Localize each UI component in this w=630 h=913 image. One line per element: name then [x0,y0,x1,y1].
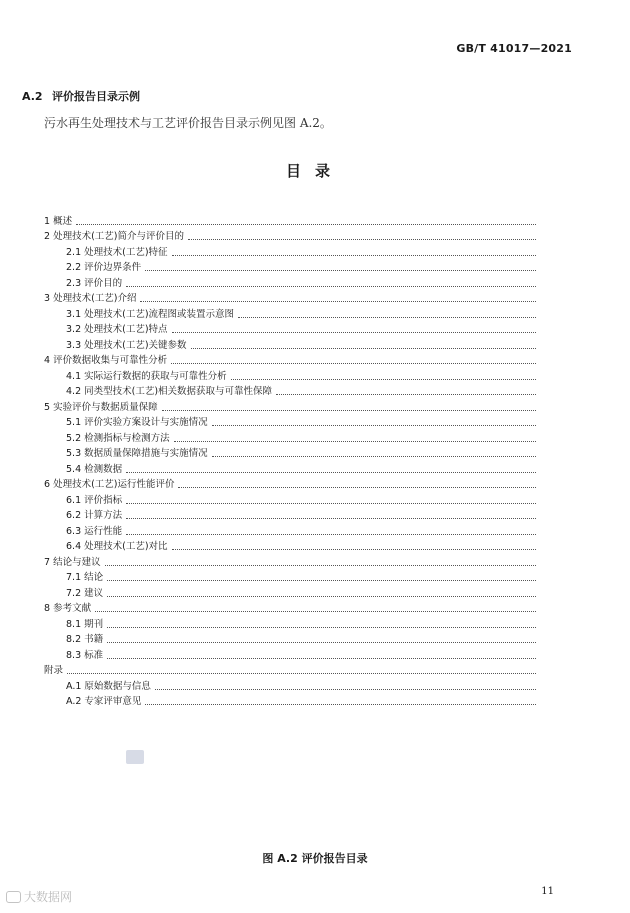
figure-caption: 图 A.2 评价报告目录 [262,852,368,865]
toc-entry [44,289,536,305]
toc-leader-dots [105,564,536,566]
toc-entry-label: 8 参考文献 [44,603,92,614]
toc-entry [44,645,536,661]
toc-entry-label: 2.3 评价目的 [66,277,123,289]
toc-entry [44,692,536,708]
toc-leader-dots [276,393,536,395]
toc-entry [44,583,536,599]
toc-entry [44,568,536,584]
toc-entry-label: 8.3 标准 [66,649,104,661]
toc-entry-label: 4.1 实际运行数据的获取与可靠性分析 [66,370,227,382]
toc-leader-dots [178,486,536,488]
toc-entry [44,444,536,460]
toc-leader-dots [188,238,536,240]
toc-entry-label: 3 处理技术(工艺)介绍 [44,293,137,304]
toc-entry-label: A.1 原始数据与信息 [66,680,151,692]
toc-entry [44,304,536,320]
toc-entry [44,211,536,227]
toc-title: 目录 [285,162,344,180]
toc-leader-dots [76,223,536,225]
standard-number: GB/T 41017—2021 [456,42,572,55]
toc-entry [44,552,536,568]
toc-entry [44,227,536,243]
toc-leader-dots [126,471,536,473]
toc-entry-label: A.2 专家评审意见 [66,696,142,707]
toc-leader-dots [145,703,536,705]
toc-entry-label: 8.2 书籍 [66,634,104,645]
toc-leader-dots [172,254,536,256]
toc-entry-label: 3.3 处理技术(工艺)关键参数 [66,339,187,351]
toc-leader-dots [212,455,536,457]
toc-entry-label: 5.4 检测数据 [66,463,123,475]
toc-entry [44,366,536,382]
toc-leader-dots [126,533,536,535]
toc-entry-label: 6.2 计算方法 [66,510,123,521]
toc-leader-dots [231,378,536,380]
toc-leader-dots [174,440,536,442]
toc-leader-dots [107,595,536,597]
toc-entry [44,521,536,537]
toc-entry-label: 5 实验评价与数据质量保障 [44,401,158,413]
watermark-text: 大数据网 [24,890,73,904]
toc-entry-label: 4 评价数据收集与可靠性分析 [44,355,168,366]
watermark-logo-icon [126,750,144,764]
page-number: 11 [541,886,554,897]
section-title: 评价报告目录示例 [52,90,140,103]
toc-entry [44,599,536,615]
toc-entry-label: 8.1 期刊 [66,618,104,630]
toc-entry-label: 7 结论与建议 [44,556,101,568]
toc-leader-dots [171,362,536,364]
toc-entry-label: 7.1 结论 [66,572,104,583]
toc-leader-dots [238,316,536,318]
toc-entry [44,382,536,398]
toc-entry [44,320,536,336]
toc-entry-label: 2.2 评价边界条件 [66,262,142,273]
camera-icon [6,891,21,903]
toc-entry [44,614,536,630]
toc-leader-dots [212,424,536,426]
intro-paragraph: 污水再生处理技术与工艺评价报告目录示例见图 A.2。 [44,116,332,130]
toc-entry [44,428,536,444]
toc-leader-dots [172,548,536,550]
toc-entry [44,490,536,506]
toc-entry-label: 3.2 处理技术(工艺)特点 [66,324,168,335]
toc-leader-dots [172,331,536,333]
table-of-contents [44,211,536,707]
toc-entry [44,459,536,475]
toc-entry-label: 6.3 运行性能 [66,525,123,537]
toc-entry [44,242,536,258]
toc-entry [44,335,536,351]
toc-leader-dots [145,269,536,271]
toc-leader-dots [107,657,536,659]
toc-entry-label: 2.1 处理技术(工艺)特征 [66,246,168,258]
toc-entry-label: 7.2 建议 [66,587,104,599]
toc-leader-dots [140,300,536,302]
toc-leader-dots [126,285,536,287]
toc-entry [44,351,536,367]
toc-leader-dots [67,672,536,674]
toc-entry [44,676,536,692]
toc-leader-dots [107,579,536,581]
watermark [6,888,72,905]
toc-entry-label: 2 处理技术(工艺)简介与评价目的 [44,231,184,242]
toc-entry [44,506,536,522]
toc-entry [44,413,536,429]
toc-leader-dots [126,517,536,519]
toc-entry-label: 6 处理技术(工艺)运行性能评价 [44,479,175,490]
toc-entry [44,258,536,274]
section-heading [22,88,140,104]
toc-entry-label: 6.1 评价指标 [66,494,123,506]
toc-entry-label: 1 概述 [44,215,73,227]
toc-entry-label: 附录 [44,665,64,676]
toc-entry-label: 5.1 评价实验方案设计与实施情况 [66,417,208,428]
toc-leader-dots [107,626,536,628]
toc-entry-label: 6.4 处理技术(工艺)对比 [66,541,168,552]
toc-entry [44,630,536,646]
toc-entry [44,273,536,289]
toc-leader-dots [155,688,536,690]
toc-entry-label: 5.2 检测指标与检测方法 [66,432,170,444]
toc-leader-dots [191,347,536,349]
toc-leader-dots [107,641,536,643]
section-number: A.2 [22,90,43,103]
toc-entry-label: 3.1 处理技术(工艺)流程图或装置示意图 [66,308,235,320]
toc-leader-dots [126,502,536,504]
toc-entry-label: 5.3 数据质量保障措施与实施情况 [66,448,208,459]
toc-entry [44,537,536,553]
toc-entry [44,661,536,677]
toc-entry-label: 4.2 同类型技术(工艺)相关数据获取与可靠性保障 [66,386,273,397]
toc-entry [44,397,536,413]
toc-entry [44,475,536,491]
toc-leader-dots [95,610,536,612]
toc-leader-dots [162,409,536,411]
